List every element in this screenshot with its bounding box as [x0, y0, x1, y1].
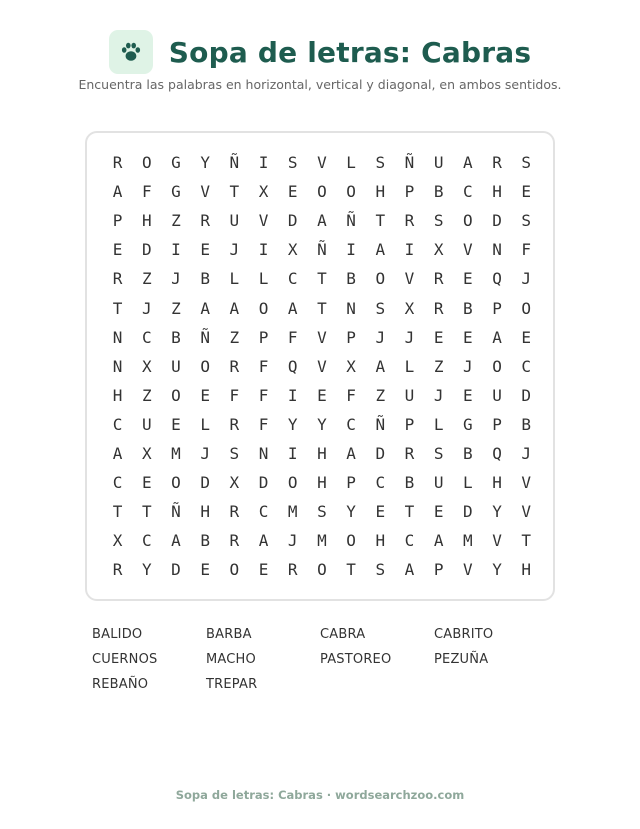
grid-cell[interactable]: V	[317, 153, 327, 173]
grid-cell[interactable]: J	[521, 443, 532, 463]
grid-cell[interactable]: E	[317, 385, 327, 405]
grid-cell[interactable]: R	[229, 356, 240, 376]
grid-cell[interactable]: P	[433, 560, 444, 580]
grid-cell[interactable]: Ñ	[346, 211, 356, 231]
grid-cell[interactable]: H	[141, 211, 152, 231]
grid-cell[interactable]: F	[521, 240, 532, 260]
grid-cell[interactable]: E	[171, 414, 181, 434]
word-list-item: BALIDO	[92, 627, 143, 642]
grid-cell[interactable]: U	[229, 211, 240, 231]
grid-cell[interactable]: C	[141, 531, 152, 551]
grid-cell[interactable]: E	[521, 182, 532, 202]
grid-cell[interactable]: E	[375, 502, 386, 522]
grid-cell[interactable]: C	[112, 473, 123, 493]
grid-cell[interactable]: O	[463, 211, 473, 231]
word-list-item: REBAÑO	[92, 677, 149, 692]
grid-cell[interactable]: J	[229, 240, 240, 260]
grid-cell[interactable]: A	[112, 443, 123, 463]
grid-cell[interactable]: F	[287, 327, 298, 347]
grid-cell[interactable]: R	[229, 531, 240, 551]
grid-cell[interactable]: N	[112, 356, 123, 376]
grid-cell[interactable]: M	[317, 531, 327, 551]
grid-cell[interactable]: L	[463, 473, 473, 493]
grid-cell[interactable]: Y	[346, 502, 356, 522]
puzzle-grid-frame	[85, 131, 555, 601]
grid-cell[interactable]: O	[141, 153, 152, 173]
grid-cell[interactable]: J	[433, 385, 444, 405]
grid-cell[interactable]: D	[258, 473, 269, 493]
grid-cell[interactable]: P	[492, 414, 502, 434]
grid-cell[interactable]: G	[171, 153, 181, 173]
grid-cell[interactable]: Z	[229, 327, 240, 347]
grid-cell[interactable]: U	[171, 356, 181, 376]
grid-cell[interactable]: X	[229, 473, 240, 493]
grid-cell[interactable]: X	[141, 356, 152, 376]
grid-cell[interactable]: F	[258, 356, 269, 376]
grid-cell[interactable]: T	[346, 560, 356, 580]
grid-cell[interactable]: A	[171, 531, 181, 551]
grid-cell[interactable]: L	[433, 414, 444, 434]
grid-cell[interactable]: Z	[375, 385, 386, 405]
grid-cell[interactable]: R	[433, 269, 444, 289]
grid-cell[interactable]: F	[229, 385, 240, 405]
page-title: Sopa de letras: Cabras	[168, 35, 532, 69]
grid-cell[interactable]: E	[463, 385, 473, 405]
grid-cell[interactable]: Y	[317, 414, 327, 434]
grid-cell[interactable]: F	[141, 182, 152, 202]
grid-cell[interactable]: R	[287, 560, 298, 580]
grid-cell[interactable]: T	[141, 502, 152, 522]
grid-cell[interactable]: H	[492, 473, 502, 493]
grid-cell[interactable]: A	[317, 211, 327, 231]
instructions: Encuentra las palabras en horizontal, vertical y diagonal, en ambos sentidos.	[78, 77, 562, 92]
grid-cell[interactable]: T	[112, 298, 123, 318]
grid-cell[interactable]: O	[317, 560, 327, 580]
grid-cell[interactable]: D	[521, 385, 532, 405]
grid-cell[interactable]: X	[258, 182, 269, 202]
grid-cell[interactable]: D	[171, 560, 181, 580]
grid-cell[interactable]: P	[346, 327, 356, 347]
page-header	[0, 29, 640, 75]
paw-icon	[120, 41, 142, 63]
grid-cell[interactable]: R	[229, 414, 240, 434]
grid-cell[interactable]: C	[346, 414, 356, 434]
grid-cell[interactable]: A	[375, 356, 386, 376]
grid-cell[interactable]: C	[141, 327, 152, 347]
grid-cell[interactable]: Ñ	[317, 240, 327, 260]
grid-cell[interactable]: P	[112, 211, 123, 231]
grid-cell[interactable]: Ñ	[171, 502, 181, 522]
grid-cell[interactable]: A	[229, 298, 240, 318]
grid-cell[interactable]: N	[492, 240, 502, 260]
grid-cell[interactable]: P	[404, 414, 415, 434]
grid-cell[interactable]: O	[375, 269, 386, 289]
grid-cell[interactable]: Y	[287, 414, 298, 434]
grid-cell[interactable]: V	[521, 502, 532, 522]
grid-cell[interactable]: A	[375, 240, 386, 260]
grid-cell[interactable]: V	[258, 211, 269, 231]
grid-cell[interactable]: I	[171, 240, 181, 260]
grid-cell[interactable]: H	[317, 443, 327, 463]
word-list-item: CABRITO	[434, 627, 494, 642]
grid-cell[interactable]: P	[258, 327, 269, 347]
grid-cell[interactable]: U	[141, 414, 152, 434]
grid-cell[interactable]: J	[171, 269, 181, 289]
grid-cell[interactable]: A	[258, 531, 269, 551]
word-list-item: PASTOREO	[320, 652, 392, 667]
word-list-item: BARBA	[206, 627, 252, 642]
grid-cell[interactable]: M	[287, 502, 298, 522]
grid-cell[interactable]: L	[404, 356, 415, 376]
grid-cell[interactable]: Q	[492, 269, 502, 289]
grid-cell[interactable]: Y	[492, 560, 502, 580]
grid-cell[interactable]: U	[433, 153, 444, 173]
grid-cell[interactable]: T	[375, 211, 386, 231]
grid-cell[interactable]: R	[492, 153, 502, 173]
grid-cell[interactable]: Q	[287, 356, 298, 376]
grid-cell[interactable]: A	[433, 531, 444, 551]
grid-cell[interactable]: S	[521, 153, 532, 173]
grid-cell[interactable]: U	[492, 385, 502, 405]
grid-cell[interactable]: C	[463, 182, 473, 202]
grid-cell[interactable]: S	[375, 153, 386, 173]
grid-cell[interactable]: B	[171, 327, 181, 347]
grid-cell[interactable]: I	[287, 385, 298, 405]
grid-cell[interactable]: J	[521, 269, 532, 289]
grid-cell[interactable]: E	[200, 560, 210, 580]
grid-cell[interactable]: A	[346, 443, 356, 463]
grid-cell[interactable]: V	[317, 327, 327, 347]
grid-cell[interactable]: U	[433, 473, 444, 493]
grid-cell[interactable]: T	[112, 502, 123, 522]
grid-cell[interactable]: D	[463, 502, 473, 522]
grid-cell[interactable]: V	[200, 182, 210, 202]
grid-cell[interactable]: D	[200, 473, 210, 493]
grid-cell[interactable]: E	[258, 560, 269, 580]
grid-cell[interactable]: T	[404, 502, 415, 522]
grid-cell[interactable]: M	[463, 531, 473, 551]
grid-cell[interactable]: O	[258, 298, 269, 318]
grid-cell[interactable]: N	[258, 443, 269, 463]
word-list	[92, 626, 552, 701]
grid-cell[interactable]: R	[404, 211, 415, 231]
grid-cell[interactable]: O	[317, 182, 327, 202]
grid-cell[interactable]: A	[287, 298, 298, 318]
grid-cell[interactable]: R	[404, 443, 415, 463]
grid-cell[interactable]: Ñ	[375, 414, 386, 434]
grid-cell[interactable]: B	[463, 298, 473, 318]
grid-cell[interactable]: P	[492, 298, 502, 318]
grid-cell[interactable]: S	[375, 298, 386, 318]
grid-cell[interactable]: A	[404, 560, 415, 580]
grid-cell[interactable]: U	[404, 385, 415, 405]
grid-cell[interactable]: H	[375, 531, 386, 551]
grid-cell[interactable]: E	[112, 240, 123, 260]
grid-cell[interactable]: B	[463, 443, 473, 463]
grid-cell[interactable]: J	[404, 327, 415, 347]
grid-cell[interactable]: Y	[200, 153, 210, 173]
grid-cell[interactable]: Ñ	[404, 153, 415, 173]
grid-cell[interactable]: R	[200, 211, 210, 231]
grid-cell[interactable]: Y	[141, 560, 152, 580]
grid-cell[interactable]: N	[112, 327, 123, 347]
grid-cell[interactable]: F	[346, 385, 356, 405]
grid-cell[interactable]: S	[229, 443, 240, 463]
grid-cell[interactable]: N	[346, 298, 356, 318]
grid-cell[interactable]: B	[404, 473, 415, 493]
grid-cell[interactable]: B	[346, 269, 356, 289]
grid-cell[interactable]: S	[317, 502, 327, 522]
grid-cell[interactable]: L	[258, 269, 269, 289]
grid-cell[interactable]: C	[404, 531, 415, 551]
grid-cell[interactable]: Z	[171, 298, 181, 318]
grid-cell[interactable]: A	[492, 327, 502, 347]
grid-cell[interactable]: E	[433, 502, 444, 522]
grid-cell[interactable]: D	[141, 240, 152, 260]
grid-cell[interactable]: V	[492, 531, 502, 551]
grid-cell[interactable]: Z	[141, 269, 152, 289]
grid-cell[interactable]: L	[200, 414, 210, 434]
grid-cell[interactable]: G	[463, 414, 473, 434]
grid-cell[interactable]: B	[521, 414, 532, 434]
grid-cell[interactable]: H	[492, 182, 502, 202]
grid-cell[interactable]: X	[346, 356, 356, 376]
grid-cell[interactable]: X	[433, 240, 444, 260]
grid-cell[interactable]: Y	[492, 502, 502, 522]
grid-cell[interactable]: X	[112, 531, 123, 551]
grid-cell[interactable]: C	[287, 269, 298, 289]
grid-cell[interactable]: L	[229, 269, 240, 289]
grid-cell[interactable]: G	[171, 182, 181, 202]
grid-cell[interactable]: E	[200, 240, 210, 260]
grid-cell[interactable]: X	[141, 443, 152, 463]
grid-cell[interactable]: E	[287, 182, 298, 202]
grid-cell[interactable]: I	[346, 240, 356, 260]
grid-cell[interactable]: E	[200, 385, 210, 405]
grid-cell[interactable]: D	[492, 211, 502, 231]
grid-cell[interactable]: S	[287, 153, 298, 173]
grid-cell[interactable]: Z	[171, 211, 181, 231]
grid-cell[interactable]: E	[463, 327, 473, 347]
grid-cell[interactable]: V	[463, 560, 473, 580]
grid-cell[interactable]: O	[521, 298, 532, 318]
grid-cell[interactable]: R	[433, 298, 444, 318]
grid-cell[interactable]: A	[463, 153, 473, 173]
grid-cell[interactable]: C	[258, 502, 269, 522]
grid-cell[interactable]: V	[521, 473, 532, 493]
grid-cell[interactable]: R	[229, 502, 240, 522]
letter-grid	[103, 148, 541, 584]
grid-cell[interactable]: H	[112, 385, 123, 405]
grid-cell[interactable]: F	[258, 414, 269, 434]
grid-cell[interactable]: D	[375, 443, 386, 463]
grid-cell[interactable]: D	[287, 211, 298, 231]
grid-cell[interactable]: X	[287, 240, 298, 260]
grid-cell[interactable]: J	[141, 298, 152, 318]
grid-cell[interactable]: O	[346, 531, 356, 551]
grid-cell[interactable]: R	[112, 560, 123, 580]
grid-cell[interactable]: Ñ	[200, 327, 210, 347]
word-list-item: TREPAR	[206, 677, 258, 692]
grid-cell[interactable]: T	[229, 182, 240, 202]
grid-cell[interactable]: I	[287, 443, 298, 463]
grid-cell[interactable]: S	[433, 443, 444, 463]
word-list-item: CABRA	[320, 627, 366, 642]
grid-cell[interactable]: O	[171, 473, 181, 493]
grid-cell[interactable]: S	[433, 211, 444, 231]
grid-cell[interactable]: E	[141, 473, 152, 493]
grid-cell[interactable]: P	[346, 473, 356, 493]
grid-cell[interactable]: J	[200, 443, 210, 463]
grid-cell[interactable]: Q	[492, 443, 502, 463]
grid-cell[interactable]: O	[346, 182, 356, 202]
grid-cell[interactable]: Z	[141, 385, 152, 405]
grid-cell[interactable]: X	[404, 298, 415, 318]
grid-cell[interactable]: C	[521, 356, 532, 376]
grid-cell[interactable]: P	[404, 182, 415, 202]
grid-cell[interactable]: O	[171, 385, 181, 405]
grid-cell[interactable]: A	[200, 298, 210, 318]
grid-cell[interactable]: A	[112, 182, 123, 202]
grid-cell[interactable]: V	[317, 356, 327, 376]
word-list-item: CUERNOS	[92, 652, 158, 667]
footer-credit: Sopa de letras: Cabras · wordsearchzoo.com	[175, 788, 465, 802]
grid-cell[interactable]: L	[346, 153, 356, 173]
grid-cell[interactable]: C	[112, 414, 123, 434]
grid-cell[interactable]: B	[200, 531, 210, 551]
grid-cell[interactable]: H	[375, 182, 386, 202]
grid-cell[interactable]: S	[375, 560, 386, 580]
grid-cell[interactable]: R	[112, 269, 123, 289]
grid-cell[interactable]: T	[521, 531, 532, 551]
grid-cell[interactable]: H	[521, 560, 532, 580]
grid-cell[interactable]: E	[433, 327, 444, 347]
grid-cell[interactable]: I	[404, 240, 415, 260]
grid-cell[interactable]: R	[112, 153, 123, 173]
grid-cell[interactable]: F	[258, 385, 269, 405]
grid-cell[interactable]: I	[258, 240, 269, 260]
grid-cell[interactable]: T	[317, 298, 327, 318]
grid-cell[interactable]: I	[258, 153, 269, 173]
logo	[109, 30, 153, 74]
grid-cell[interactable]: V	[404, 269, 415, 289]
grid-cell[interactable]: O	[287, 473, 298, 493]
grid-cell[interactable]: O	[200, 356, 210, 376]
grid-cell[interactable]: E	[463, 269, 473, 289]
word-list-item: PEZUÑA	[434, 652, 489, 667]
grid-cell[interactable]: T	[317, 269, 327, 289]
grid-cell[interactable]: C	[375, 473, 386, 493]
grid-cell[interactable]: O	[229, 560, 240, 580]
grid-cell[interactable]: B	[200, 269, 210, 289]
grid-cell[interactable]: B	[433, 182, 444, 202]
grid-cell[interactable]: Z	[433, 356, 444, 376]
grid-cell[interactable]: J	[463, 356, 473, 376]
grid-cell[interactable]: H	[200, 502, 210, 522]
grid-cell[interactable]: E	[521, 327, 532, 347]
grid-cell[interactable]: J	[375, 327, 386, 347]
grid-cell[interactable]: M	[171, 443, 181, 463]
grid-cell[interactable]: S	[521, 211, 532, 231]
word-list-item: MACHO	[206, 652, 256, 667]
grid-cell[interactable]: O	[492, 356, 502, 376]
grid-cell[interactable]: H	[317, 473, 327, 493]
grid-cell[interactable]: V	[463, 240, 473, 260]
grid-cell[interactable]: Ñ	[229, 153, 240, 173]
grid-cell[interactable]: J	[287, 531, 298, 551]
